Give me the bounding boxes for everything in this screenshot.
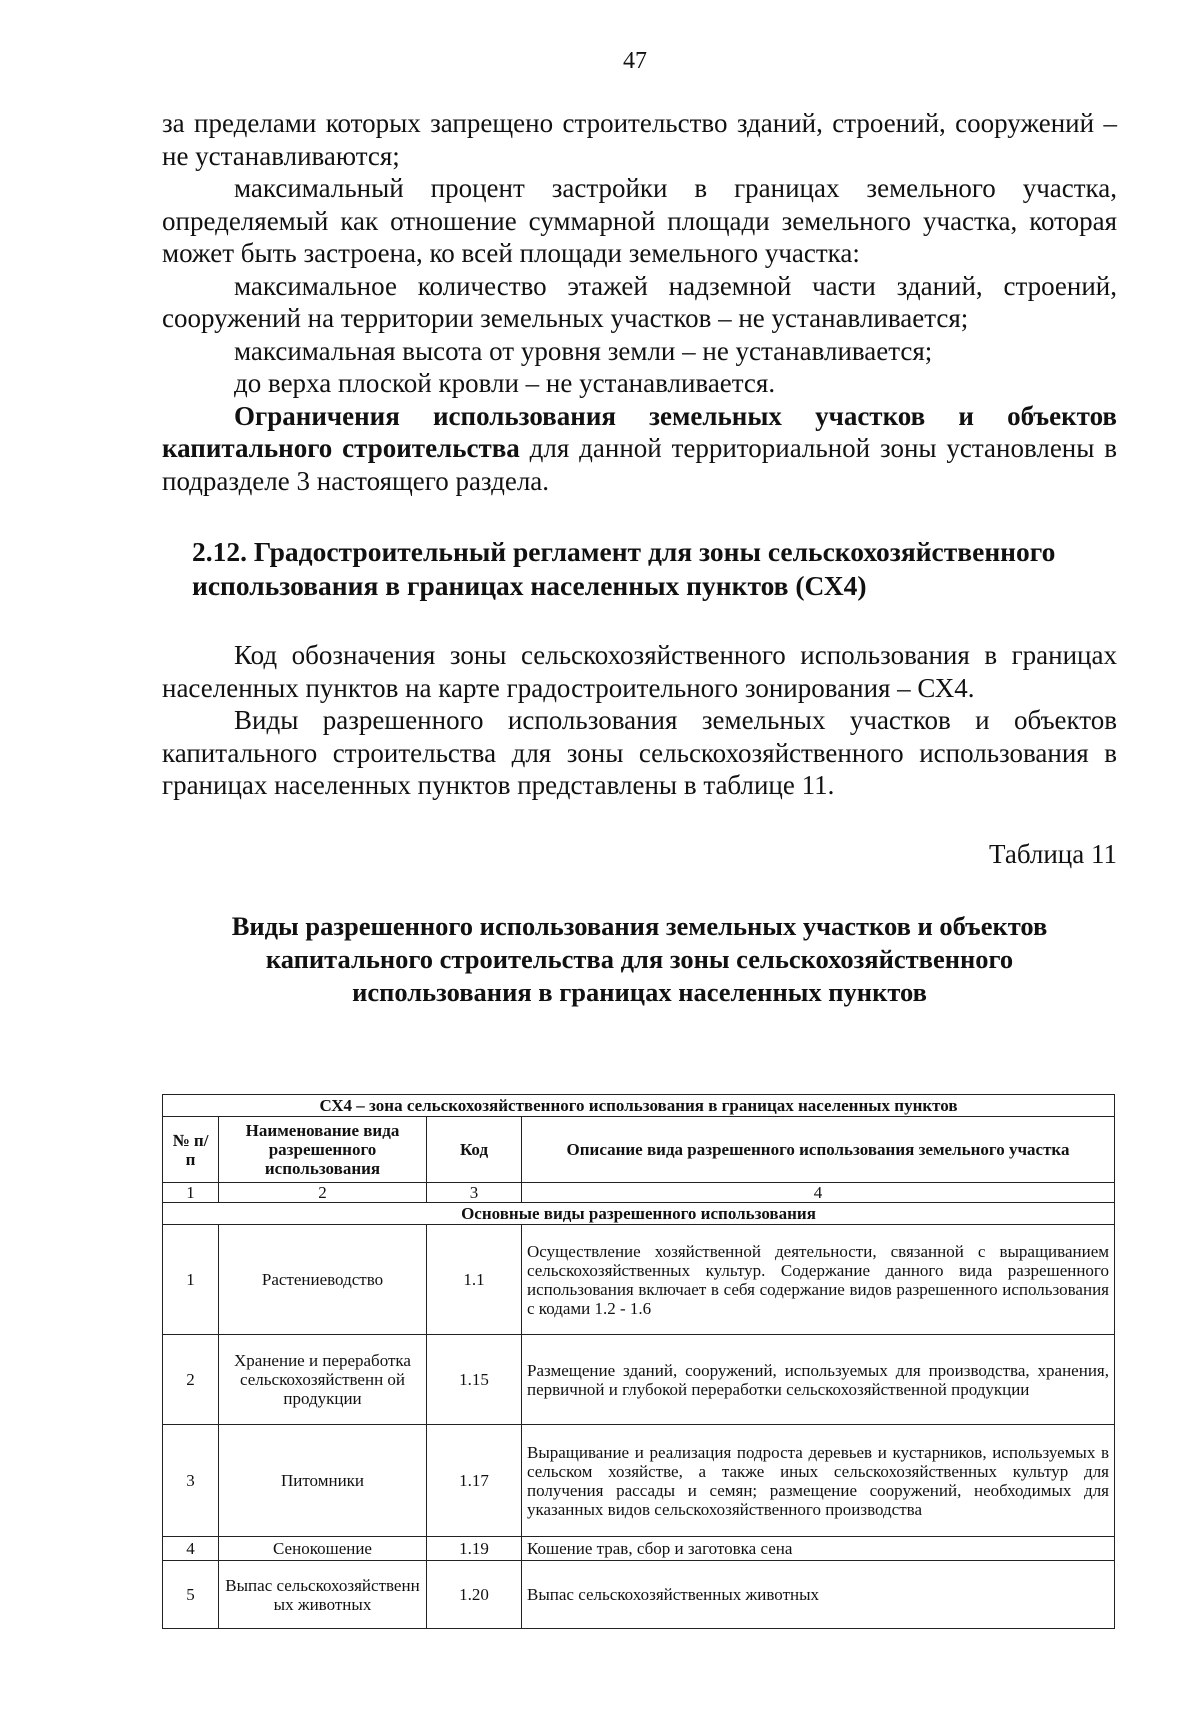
row-name: Сенокошение <box>219 1537 427 1561</box>
row-code: 1.15 <box>427 1335 522 1425</box>
header-number: № п/п <box>163 1117 219 1183</box>
restrictions-rest: для данной территориальной зоны установлены в подразделе 3 настоящего раздела. <box>162 433 1117 496</box>
paragraph-zone-code: Код обозначения зоны сельскохозяйственного использования в границах населенных пунктов на карте градостроительного зонирования – СХ4. <box>162 640 1117 703</box>
table-label: Таблица 11 <box>989 838 1117 869</box>
table-title-line-3: использования в границах населенных пунктов <box>352 977 927 1007</box>
paragraph-zone-types: Виды разрешенного использования земельных участков и объектов капитального строительства для зоны сельскохозяйственного использования в границах населенных пунктов представлены в таблице 11. <box>162 705 1117 800</box>
row-name: Питомники <box>219 1425 427 1537</box>
header-name: Наименование вида разрешенного использования <box>219 1117 427 1183</box>
usage-table <box>162 1094 1115 1629</box>
row-code: 1.19 <box>427 1537 522 1561</box>
page-number: 47 <box>623 48 647 74</box>
column-number: 2 <box>219 1183 427 1203</box>
table-title <box>162 910 1117 1009</box>
row-description: Размещение зданий, сооружений, используемых для производства, хранения, первичной и глубокой переработки сельскохозяйственной продукции <box>522 1335 1115 1425</box>
paragraph-max-floors: максимальное количество этажей надземной части зданий, строений, сооружений на территории земельных участков – не устанавливается; <box>162 270 1117 333</box>
column-number: 4 <box>522 1183 1115 1203</box>
table-caption: СХ4 – зона сельскохозяйственного использования в границах населенных пунктов <box>163 1095 1115 1117</box>
row-name: Растениеводство <box>219 1225 427 1335</box>
header-code: Код <box>427 1117 522 1183</box>
group-title: Основные виды разрешенного использования <box>163 1203 1115 1225</box>
row-number: 2 <box>163 1335 219 1425</box>
table-row <box>163 1561 1115 1629</box>
paragraph-max-percent: максимальный процент застройки в границах земельного участка, определяемый как отношение суммарной площади земельного участка, которая может быть застроена, ко всей площади земельного участка: <box>162 173 1117 268</box>
row-number: 1 <box>163 1225 219 1335</box>
column-number: 3 <box>427 1183 522 1203</box>
paragraph-restrictions <box>162 400 1117 498</box>
row-number: 5 <box>163 1561 219 1629</box>
table-title-line-1: Виды разрешенного использования земельных участков и объектов <box>231 911 1048 941</box>
row-description: Выпас сельскохозяйственных животных <box>522 1561 1115 1629</box>
row-name: Хранение и переработка сельскохозяйственн ой продукции <box>219 1335 427 1425</box>
row-description: Осуществление хозяйственной деятельности, связанной с выращиванием сельскохозяйственных культур. Содержание данного вида разрешенного использования включает в себя содержание видов разрешенного использования с кодами 1.2 - 1.6 <box>522 1225 1115 1335</box>
table-row <box>163 1225 1115 1335</box>
section-title-line-2: использования в границах населенных пунктов (СХ4) <box>192 570 867 601</box>
paragraph-setback: за пределами которых запрещено строительство зданий, строений, сооружений – не устанавливаются; <box>162 108 1117 171</box>
section-title <box>162 535 1117 603</box>
document-body <box>162 107 1117 1009</box>
column-number: 1 <box>163 1183 219 1203</box>
paragraph-roof: до верха плоской кровли – не устанавливается. <box>234 368 776 398</box>
table-row <box>163 1537 1115 1561</box>
row-name: Выпас сельскохозяйственн ых животных <box>219 1561 427 1629</box>
row-code: 1.17 <box>427 1425 522 1537</box>
table-title-line-2: капитального строительства для зоны сельскохозяйственного <box>265 944 1014 974</box>
row-number: 4 <box>163 1537 219 1561</box>
table-row <box>163 1335 1115 1425</box>
row-code: 1.1 <box>427 1225 522 1335</box>
restrictions-bold: Ограничения использования земельных участков и объектов капитального строительства <box>162 400 1117 463</box>
row-description: Кошение трав, сбор и заготовка сена <box>522 1537 1115 1561</box>
header-description: Описание вида разрешенного использования земельного участка <box>522 1117 1115 1183</box>
row-description: Выращивание и реализация подроста деревьев и кустарников, используемых в сельском хозяйстве, а также иных сельскохозяйственных культур для получения рассады и семян; размещение сооружений, необходимых для указанных видов сельскохозяйственного производства <box>522 1425 1115 1537</box>
row-number: 3 <box>163 1425 219 1537</box>
column-number-row <box>163 1183 1115 1203</box>
table-header-row <box>163 1117 1115 1183</box>
table-row <box>163 1425 1115 1537</box>
row-code: 1.20 <box>427 1561 522 1629</box>
paragraph-max-height: максимальная высота от уровня земли – не устанавливается; <box>234 335 933 366</box>
section-title-line-1: 2.12. Градостроительный регламент для зоны сельскохозяйственного <box>192 536 1056 567</box>
